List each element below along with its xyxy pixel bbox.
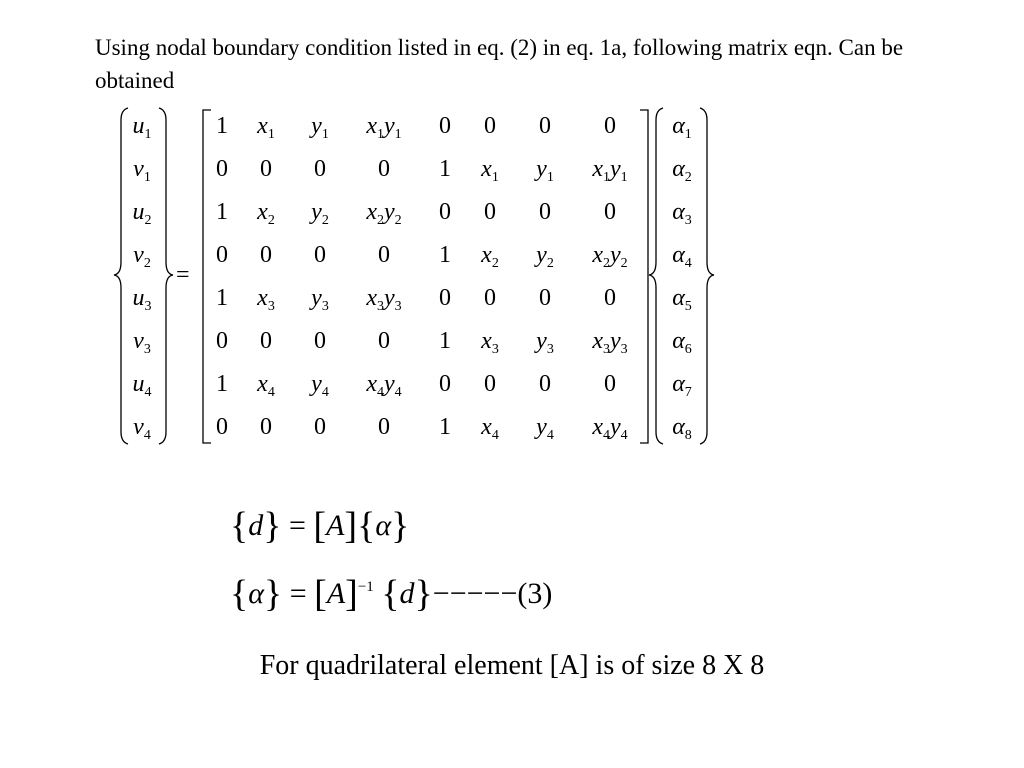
alpha-entry-4: $\alpha_4$ [672, 242, 692, 271]
lhs-entry-u3: $u_3$ [132, 285, 152, 314]
equation-3: $\{\alpha\} = [A]^{-1}$ {d}−−−−−(3) [230, 573, 553, 615]
matrix-cell: 1 [216, 371, 228, 397]
matrix-cell: 0 [378, 414, 390, 440]
matrix-cell: $x_2$ [257, 199, 275, 228]
matrix-cell: $x_2y_2$ [592, 242, 628, 271]
matrix-cell: $x_3y_3$ [366, 285, 402, 314]
lhs-entry-v1: $v_1$ [133, 156, 151, 185]
matrix-cell: $y_3$ [311, 285, 329, 314]
matrix-cell: $x_3y_3$ [592, 328, 628, 357]
matrix-cell: 0 [378, 242, 390, 268]
matrix-cell: 1 [439, 156, 451, 182]
matrix-cell: $x_1$ [257, 113, 275, 142]
intro-paragraph: Using nodal boundary condition listed in eq. (2) in eq. 1a, following matrix eqn. Can be obtained [95, 35, 904, 93]
matrix-cell: 0 [539, 199, 551, 225]
matrix-cell: 0 [484, 371, 496, 397]
matrix-cell: 0 [260, 156, 272, 182]
alpha-entry-2: $\alpha_2$ [672, 156, 692, 185]
eq3-equals: = [289, 577, 307, 610]
matrix-cell: 0 [314, 156, 326, 182]
eq1-A: A [326, 509, 345, 542]
matrix-cell: 1 [439, 414, 451, 440]
matrix-cell: 1 [216, 199, 228, 225]
matrix-cell: 0 [439, 113, 451, 139]
matrix-cell: 0 [539, 371, 551, 397]
matrix-cell: 0 [604, 199, 616, 225]
matrix-cell: 0 [604, 285, 616, 311]
eq3-dashes: −−−−− [432, 577, 518, 610]
matrix-cell: 0 [378, 328, 390, 354]
eq1-alpha: α [375, 509, 392, 542]
matrix-cell: 1 [216, 113, 228, 139]
matrix-cell: $x_4y_4$ [366, 371, 402, 400]
matrix-cell: 0 [260, 242, 272, 268]
matrix-cell: 0 [378, 156, 390, 182]
matrix-cell: $y_4$ [311, 371, 329, 400]
lhs-entry-u1: $u_1$ [132, 113, 152, 142]
matrix-cell: $y_4$ [536, 414, 554, 443]
eq3-inverse-exponent: −1 [357, 579, 374, 595]
matrix-right-bracket [640, 110, 648, 443]
matrix-cell: $x_2$ [481, 242, 499, 271]
matrix-cell: $x_1y_1$ [366, 113, 402, 142]
matrix-cell: $y_1$ [536, 156, 554, 185]
eq3-number: (3) [517, 577, 553, 610]
matrix-cell: $y_2$ [311, 199, 329, 228]
alpha-entry-3: $\alpha_3$ [672, 199, 692, 228]
matrix-cell: 0 [260, 414, 272, 440]
matrix-cell: 0 [539, 285, 551, 311]
alpha-entry-5: $\alpha_5$ [672, 285, 692, 314]
matrix-cell: $x_2y_2$ [366, 199, 402, 228]
matrix-cell: 0 [439, 199, 451, 225]
matrix-cell: 0 [216, 156, 228, 182]
alpha-entry-1: $\alpha_1$ [672, 113, 692, 142]
alpha-entry-6: $\alpha_6$ [672, 328, 692, 357]
matrix-cell: 0 [484, 113, 496, 139]
summary-text: For quadrilateral element [A] is of size 8 X 8 [259, 650, 765, 681]
matrix-cell: 0 [216, 242, 228, 268]
matrix-cell: 0 [260, 328, 272, 354]
matrix-cell: 0 [484, 199, 496, 225]
equation-d-equals-A-alpha: {d} = [A]{α} [230, 505, 410, 547]
matrix-cell: $y_2$ [536, 242, 554, 271]
alpha-entry-8: $\alpha_8$ [672, 414, 692, 443]
matrix-cell: 0 [604, 371, 616, 397]
matrix-cell: $y_1$ [311, 113, 329, 142]
matrix-cell: 0 [216, 328, 228, 354]
alpha-entry-7: $\alpha_7$ [672, 371, 692, 400]
eq1-equals: = [289, 509, 306, 542]
matrix-cell: $y_3$ [536, 328, 554, 357]
lhs-entry-u2: $u_2$ [132, 199, 152, 228]
matrix-cell: $x_4y_4$ [592, 414, 628, 443]
equals-sign: = [176, 262, 190, 288]
matrix-cell: 0 [216, 414, 228, 440]
eq3-A: A [326, 577, 346, 610]
lhs-entry-v3: $v_3$ [133, 328, 151, 357]
matrix-cell: $x_3$ [257, 285, 275, 314]
eq1-d: d [248, 509, 264, 542]
matrix-cell: 0 [314, 242, 326, 268]
matrix-cell: 1 [439, 328, 451, 354]
matrix-cell: $x_4$ [481, 414, 499, 443]
lhs-entry-u4: $u_4$ [132, 371, 152, 400]
matrix-cell: 0 [484, 285, 496, 311]
lhs-entry-v2: $v_2$ [133, 242, 151, 271]
matrix-cell: 0 [439, 371, 451, 397]
eq3-d: d [399, 577, 415, 610]
matrix-cell: 0 [314, 414, 326, 440]
matrix-cell: 0 [439, 285, 451, 311]
matrix-cell: 0 [314, 328, 326, 354]
matrix-cell: $x_1y_1$ [592, 156, 628, 185]
matrix-cell: $x_3$ [481, 328, 499, 357]
matrix-cell: $x_1$ [481, 156, 499, 185]
matrix-cell: 0 [539, 113, 551, 139]
lhs-entry-v4: $v_4$ [133, 414, 151, 443]
matrix-cell: 1 [216, 285, 228, 311]
eq3-alpha: α [248, 577, 264, 610]
matrix-cell: 1 [439, 242, 451, 268]
matrix-cell: $x_4$ [257, 371, 275, 400]
matrix-cell: 0 [604, 113, 616, 139]
